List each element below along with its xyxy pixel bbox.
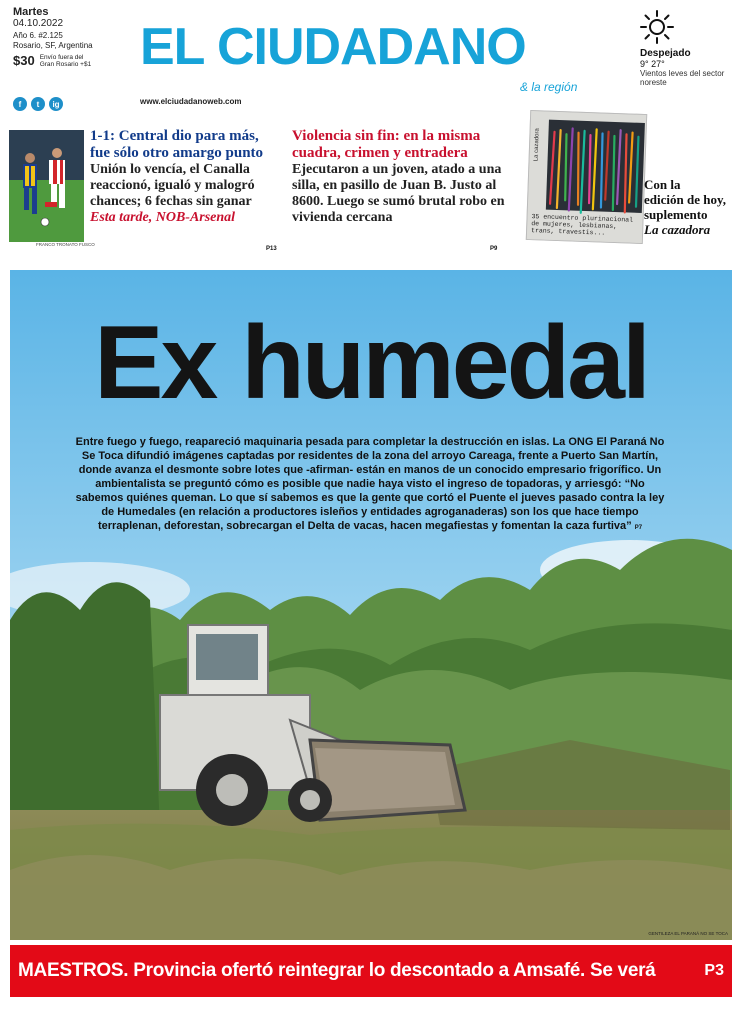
main-photo-credit: GENTILEZA EL PARANÁ NO SE TOCA <box>648 931 728 936</box>
supplement-cover-title: La cazadora <box>533 128 541 162</box>
price-row <box>13 54 108 68</box>
masthead-issue: Año 6. #2.125 <box>13 31 63 40</box>
soccer-photo-credit: FRANCO TRONATO FUSCO <box>36 242 95 247</box>
supplement-line2: edición de hoy, <box>644 192 726 207</box>
story2-headline: Violencia sin fin: en la misma cuadra, crimen y entradera <box>292 128 481 161</box>
soccer-photo <box>9 130 84 242</box>
masthead-info <box>13 6 108 68</box>
soccer-photo-image <box>9 130 84 242</box>
story-central[interactable] <box>90 128 280 252</box>
supplement-cover-caption: 35 encuentro plurinacional de mujeres, lesbianas, trans, travestis... <box>530 213 634 237</box>
masthead-location: Rosario, SF, Argentina <box>13 41 93 50</box>
shipping-note: Envío fuera del Gran Rosario +$1 <box>39 54 92 68</box>
main-lead-page: P7 <box>634 525 643 531</box>
story2-page: P9 <box>490 246 498 252</box>
supplement-name: La cazadora <box>644 222 711 237</box>
weather-wind: Vientos leves del sector noreste <box>640 69 725 87</box>
social-links <box>13 97 63 111</box>
supplement-line1: Con la <box>644 177 681 192</box>
masthead-date: 04.10.2022 <box>13 18 64 29</box>
main-lead-text: Entre fuego y fuego, reapareció maquinaria pesada para completar la destrucción en islas. La ONG El Paraná No Se Toca difundió imágenes captadas por residentes de la zona del arroyo Careaga, frente a Puerto San Martín, donde avanza el desmonte sobre lotes que -afirman- están en manos de un conocido empresario frigorífico. Un ambientalista se preguntó cómo es posible que nadie haya visto el ingreso de topadoras, y arriesgó: “No sabemos quiénes queman. Lo que sí sabemos es que la gente que cortó el Puente el jueves pasado contra la ley de Humedales (en relación a productores isleños y entidades agroganaderas) son los que hace tiempo terraplenan, deforestan, sobrecargan el Delta de vacas, hacen megafiestas y fomentan la caza furtiva” <box>75 436 665 532</box>
weather-temps: 9° 27° <box>640 59 665 69</box>
sun-icon <box>640 10 674 44</box>
weather-box <box>640 10 740 87</box>
bottom-headline: MAESTROS. Provincia ofertó reintegrar lo descontado a Amsafé. Se verá <box>18 960 656 981</box>
newspaper-logo: EL CIUDADANO <box>140 18 526 76</box>
bottom-headline-strip[interactable] <box>10 945 732 997</box>
weather-condition: Despejado <box>640 48 691 59</box>
story1-body: Unión lo vencía, el Canalla reaccionó, igualó y malogró chances; 6 fechas sin ganar <box>90 162 255 209</box>
supplement-cover[interactable] <box>526 110 647 244</box>
twitter-icon[interactable]: t <box>31 97 45 111</box>
supplement-line3: suplemento <box>644 207 708 222</box>
story1-page: P13 <box>266 246 277 252</box>
main-headline: Ex humedal <box>94 305 648 421</box>
price: $30 <box>13 53 35 68</box>
logo-region: & la región <box>520 80 578 94</box>
story1-cta: Esta tarde, NOB-Arsenal <box>90 210 236 225</box>
story-violencia[interactable] <box>292 128 507 252</box>
masthead-day: Martes <box>13 6 49 18</box>
story1-headline: 1-1: Central dio para más, fue sólo otro amargo punto <box>90 128 264 161</box>
main-photo <box>10 270 732 940</box>
story2-body: Ejecutaron a un joven, atado a una silla, en pasillo de Juan B. Justo al 8600. Luego se sumó brutal robo en vivienda cercana <box>292 162 505 225</box>
facebook-icon[interactable]: f <box>13 97 27 111</box>
supplement-blurb <box>644 177 739 237</box>
bottom-page: P3 <box>704 962 724 979</box>
instagram-icon[interactable]: ig <box>49 97 63 111</box>
main-lead <box>70 435 670 535</box>
website-link[interactable]: www.elciudadanoweb.com <box>140 97 242 106</box>
